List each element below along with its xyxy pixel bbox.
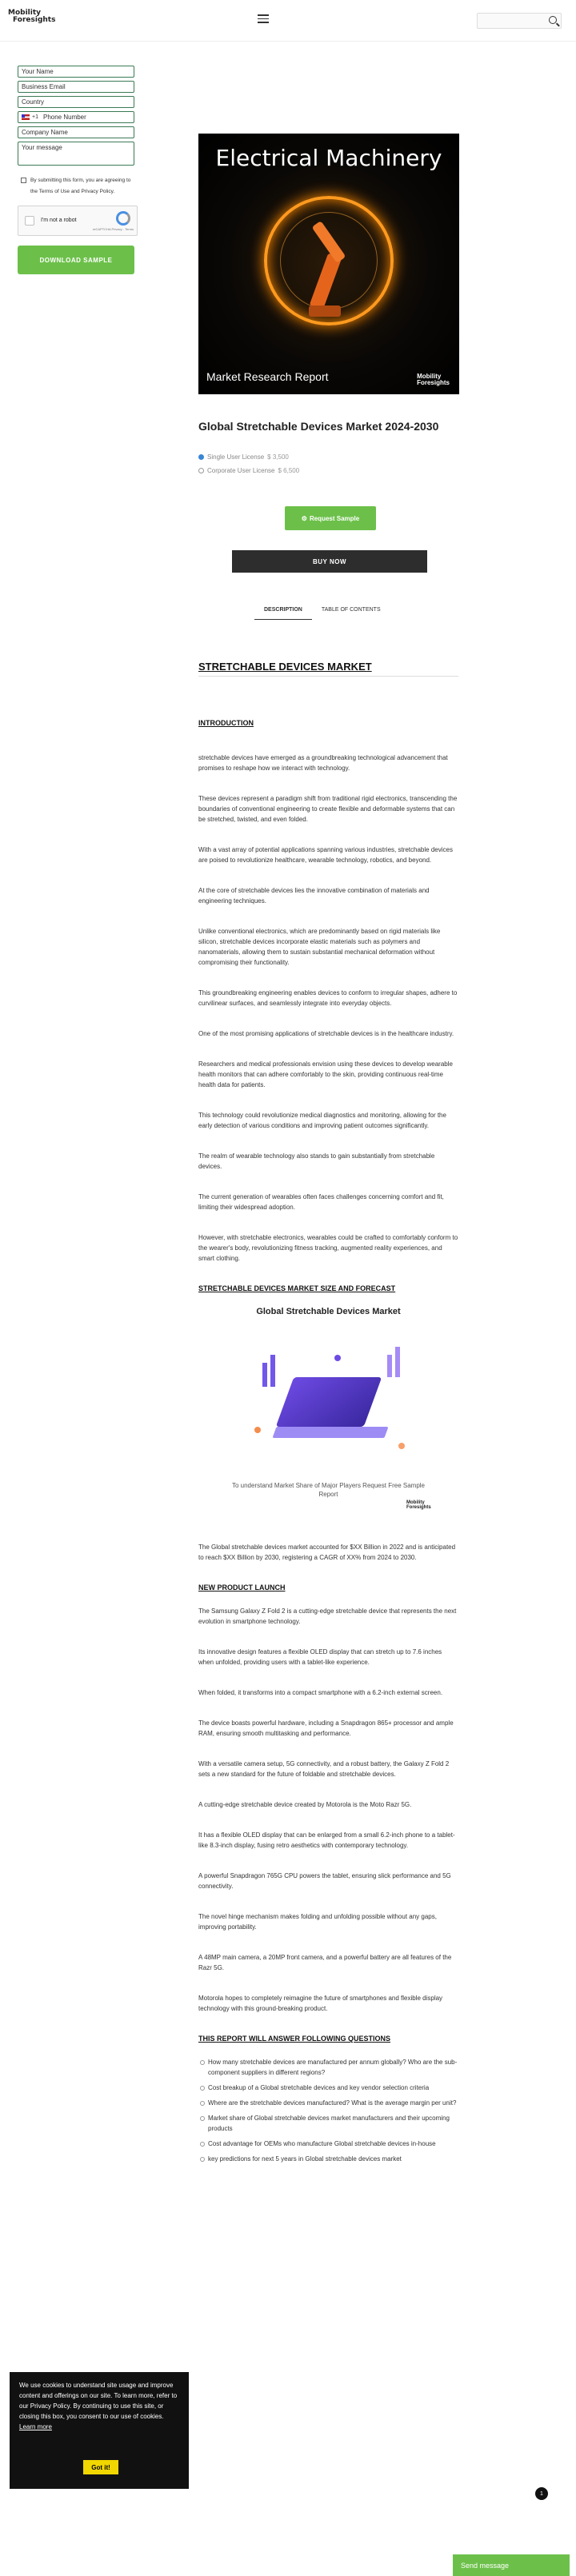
name-placeholder: Your Name	[22, 68, 54, 75]
list-item: How many stretchable devices are manufactured per annum globally? Who are the sub-component suppliers in different regions?	[198, 2057, 458, 2078]
content-tabs	[254, 604, 390, 620]
license-option-corporate[interactable]	[198, 467, 299, 474]
recaptcha-checkbox[interactable]	[25, 216, 34, 226]
paragraph: The novel hinge mechanism makes folding and unfolding possible without any gaps, improving portability.	[198, 1913, 437, 1931]
search-input[interactable]	[477, 13, 562, 29]
paragraph: A cutting-edge stretchable device created by Motorola is the Moto Razr 5G.	[198, 1801, 412, 1808]
robot-base-graphic	[309, 306, 341, 317]
paragraph: With a vast array of potential applications spanning various industries, stretchable devices are poised to revolutionize healthcare, wearable technology, robotics, and beyond.	[198, 846, 453, 864]
laptop-illustration	[276, 1377, 382, 1427]
tab-table-of-contents[interactable]: TABLE OF CONTENTS	[321, 607, 381, 613]
product-title: Global Stretchable Devices Market 2024-2030	[198, 420, 439, 433]
paragraph: Unlike conventional electronics, which are predominantly based on rigid materials like silicon, stretchable devices incorporate elastic materials such as polymers and nanomaterials, allowing them to sustain substantial mechanical deformation without compromising their functionality.	[198, 928, 441, 966]
message-placeholder: Your message	[22, 144, 62, 151]
infographic-title: Global Stretchable Devices Market	[256, 1307, 401, 1316]
send-message-button[interactable]: Send message	[453, 2554, 570, 2576]
site-logo[interactable]	[8, 10, 56, 24]
message-field[interactable]	[18, 142, 134, 166]
paragraph: The Samsung Galaxy Z Fold 2 is a cutting-edge stretchable device that represents the next evolution in smartphone technology.	[198, 1608, 457, 1625]
logo-line1: Mobility	[8, 9, 42, 17]
list-item: Cost breakup of a Global stretchable devices and key vendor selection criteria	[198, 2083, 458, 2093]
company-placeholder: Company Name	[22, 129, 68, 136]
license-radio-single[interactable]	[198, 454, 204, 460]
email-placeholder: Business Email	[22, 83, 66, 90]
country-placeholder: Country	[22, 98, 45, 106]
name-field[interactable]	[18, 66, 134, 78]
cover-caption: Market Research Report	[206, 370, 329, 383]
paragraph: A 48MP main camera, a 20MP front camera, and a powerful battery are all features of the Razr 5G.	[198, 1954, 452, 1971]
license-option-single[interactable]	[198, 453, 289, 461]
recaptcha-label: I'm not a robot	[41, 218, 77, 223]
list-item: key predictions for next 5 years in Global stretchable devices market	[198, 2154, 458, 2164]
request-sample-label: Request Sample	[309, 514, 360, 522]
paragraph: A powerful Snapdragon 765G CPU powers the tablet, ensuring slick performance and 5G connectivity.	[198, 1872, 451, 1890]
consent-checkbox[interactable]	[21, 178, 26, 183]
request-sample-button[interactable]	[285, 506, 376, 530]
paragraph: This groundbreaking engineering enables devices to conform to irregular shapes, adhere to curvilinear surfaces, and seamlessly integrate into everyday objects.	[198, 989, 458, 1007]
cover-title: Electrical Machinery	[215, 145, 442, 171]
intro-heading: INTRODUCTION	[198, 719, 254, 727]
dot-illustration	[254, 1427, 261, 1433]
paragraph: Its innovative design features a flexible OLED display that can stretch up to 7.6 inches when unfolded, providing users with a tablet-like experience.	[198, 1648, 442, 1666]
paragraph: Motorola hopes to completely reimagine the future of smartphones and flexible display technology with this ground-breaking product.	[198, 1995, 443, 2012]
new-product-heading: NEW PRODUCT LAUNCH	[198, 1584, 286, 1592]
search-icon[interactable]	[549, 16, 557, 24]
paragraph: Researchers and medical professionals envision using these devices to develop wearable health monitors that can adhere comfortably to the skin, providing continuous real-time health data for patients.	[198, 1060, 453, 1088]
consent-text: By submitting this form, you are agreeing to the Terms of Use and Privacy Policy.	[30, 178, 131, 194]
paragraph: One of the most promising applications of stretchable devices is in the healthcare industry.	[198, 1030, 454, 1037]
cookie-banner	[10, 2372, 189, 2489]
cover-logo-line1: Mobility	[417, 373, 442, 380]
sample-request-form	[18, 66, 138, 274]
paragraph: The Global stretchable devices market accounted for $XX Billion in 2022 and is anticipated to reach $XX Billion by 2030, registering a CAGR of XX% from 2024 to 2030.	[198, 1544, 456, 1561]
phone-country-code: +1	[32, 114, 38, 120]
cover-logo	[417, 373, 450, 386]
infographic-logo-line2: Foresights	[406, 1505, 431, 1510]
list-item: Cost advantage for OEMs who manufacture Global stretchable devices in-house	[198, 2139, 458, 2149]
dot-illustration	[398, 1443, 405, 1449]
cookie-accept-button[interactable]: Got it!	[83, 2460, 118, 2474]
market-infographic[interactable]	[198, 1307, 458, 1516]
list-item: Where are the stretchable devices manufactured? What is the average margin per unit?	[198, 2098, 458, 2108]
license-label-corporate: Corporate User License	[207, 467, 275, 474]
recaptcha-brand: reCAPTCHA Privacy - Terms	[92, 227, 134, 231]
phone-placeholder: Phone Number	[42, 114, 86, 121]
paragraph: stretchable devices have emerged as a groundbreaking technological advancement that promises to reshape how we interact with technology.	[198, 754, 448, 772]
report-description	[198, 661, 458, 2169]
paragraph: The realm of wearable technology also stands to gain substantially from stretchable devices.	[198, 1152, 435, 1170]
license-price-single: $ 3,500	[267, 453, 289, 461]
buy-now-button[interactable]: BUY NOW	[232, 550, 427, 573]
paragraph: The device boasts powerful hardware, including a Snapdragon 865+ processor and ample RAM, ensuring smooth multitasking and performance.	[198, 1719, 454, 1737]
dot-illustration	[334, 1355, 341, 1361]
paragraph: With a versatile camera setup, 5G connectivity, and a robust battery, the Galaxy Z Fold 2 sets a new standard for the future of foldable and stretchable devices.	[198, 1760, 450, 1778]
license-radio-corporate[interactable]	[198, 468, 204, 473]
bar-illustration	[387, 1355, 392, 1377]
tab-description[interactable]: DESCRIPTION	[254, 604, 312, 620]
cookie-text: We use cookies to understand site usage and improve content and offerings on our site. To learn more, refer to our Privacy Policy. By continuing to use this site, or closing this box, you consent to our use of cookies.	[19, 2382, 178, 2420]
infographic-logo-line1: Mobility	[406, 1500, 425, 1505]
cover-logo-line2: Foresights	[417, 379, 450, 386]
paragraph: It has a flexible OLED display that can be enlarged from a small 6.2-inch phone to a tablet-like 8.3-inch display, fusing retro aesthetics with contemporary technology.	[198, 1831, 455, 1849]
learn-more-link[interactable]: Learn more	[19, 2423, 52, 2430]
license-label-single: Single User License	[207, 453, 265, 461]
questions-list	[198, 2057, 458, 2164]
country-field[interactable]	[18, 96, 134, 108]
email-field[interactable]	[18, 81, 134, 93]
paragraph: These devices represent a paradigm shift from traditional rigid electronics, transcending the boundaries of conventional engineering to create flexible and deformable systems that can be stretched, twisted, and even folded.	[198, 795, 458, 823]
site-header	[0, 0, 576, 42]
paragraph: The current generation of wearables often faces challenges concerning comfort and fit, limiting their widespread adoption.	[198, 1193, 444, 1211]
logo-line2: Foresights	[13, 16, 56, 24]
infographic-logo	[406, 1500, 431, 1510]
report-cover-image	[198, 134, 459, 394]
infographic-caption: To understand Market Share of Major Players Request Free Sample Report	[231, 1482, 425, 1498]
list-item: Market share of Global stretchable devices market manufacturers and their upcoming products	[198, 2113, 458, 2134]
bar-illustration	[270, 1355, 275, 1387]
chat-notification-badge[interactable]: 1	[535, 2487, 548, 2500]
paragraph: When folded, it transforms into a compact smartphone with a 6.2-inch external screen.	[198, 1689, 443, 1696]
questions-heading: THIS REPORT WILL ANSWER FOLLOWING QUESTIONS	[198, 2035, 390, 2043]
consent-row	[18, 175, 138, 198]
recaptcha-widget	[18, 206, 138, 236]
laptop-base-illustration	[272, 1427, 388, 1438]
main-heading: STRETCHABLE DEVICES MARKET	[198, 661, 372, 673]
us-flag-icon[interactable]	[22, 114, 30, 120]
hamburger-menu-icon[interactable]	[258, 14, 269, 22]
bar-illustration	[395, 1347, 400, 1377]
request-sample-icon: ⚙	[301, 514, 307, 522]
bar-illustration	[262, 1363, 267, 1387]
license-price-corporate: $ 6,500	[278, 467, 300, 474]
download-sample-button[interactable]: DOWNLOAD SAMPLE	[18, 246, 134, 274]
recaptcha-logo-icon	[116, 211, 130, 226]
market-size-heading: STRETCHABLE DEVICES MARKET SIZE AND FORECAST	[198, 1284, 396, 1292]
paragraph: At the core of stretchable devices lies the innovative combination of materials and engineering techniques.	[198, 887, 430, 905]
paragraph: This technology could revolutionize medical diagnostics and monitoring, allowing for the early detection of various conditions and improving patient outcomes significantly.	[198, 1112, 446, 1129]
company-field[interactable]	[18, 126, 134, 138]
paragraph: However, with stretchable electronics, wearables could be crafted to comfortably conform to the wearer's body, revolutionizing fitness tracking, augmented reality experiences, and smart clothing.	[198, 1234, 458, 1262]
phone-field[interactable]	[18, 111, 134, 123]
